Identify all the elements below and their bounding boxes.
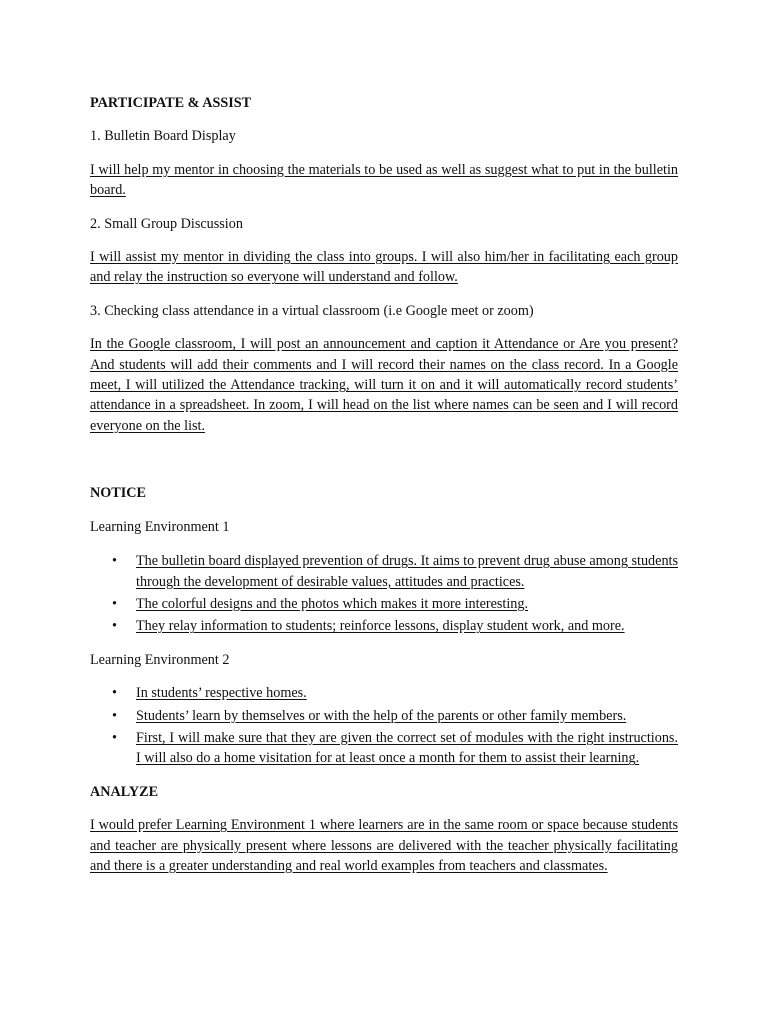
bullet-icon: • [112,595,117,612]
item1-title: 1. Bulletin Board Display [90,128,236,145]
list-item [90,728,678,769]
list-item-text: The bulletin board displayed prevention of drugs. It aims to prevent drug abuse among students through the development of desirable values, attitudes and practices. [136,553,678,590]
item3-text: In the Google classroom, I will post an announcement and caption it Attendance or Are you present? And students will add their comments and I will record their names on the class record. In a Google meet, I will utilized the Attendance tracking, will turn it on and it will automatically record students’ attendance in a spreadsheet. In zoom, I will head on the list where names can be seen and I will record everyone on the list. [90,336,678,434]
list-item-text: They relay information to students; reinforce lessons, display student work, and more. [136,618,625,635]
list-item [90,551,678,592]
notice-heading: NOTICE [90,485,146,502]
list-item [90,616,678,636]
bullet-icon: • [112,618,117,635]
analyze-text: I would prefer Learning Environment 1 where learners are in the same room or space because students and teacher are physically present where lessons are delivered with the teacher physically facilitating and there is a greater understanding and real world examples from teachers and classmates. [90,817,678,874]
bullet-icon: • [112,707,117,724]
analyze-heading: ANALYZE [90,783,159,800]
env2-title: Learning Environment 2 [90,651,230,668]
item2-text: I will assist my mentor in dividing the class into groups. I will also him/her in facilitating each group and relay the instruction so everyone will understand and follow. [90,249,678,286]
list-item-text: First, I will make sure that they are given the correct set of modules with the right instructions. I will also do a home visitation for at least once a month for them to assist their learning. [136,729,678,767]
item1-text: I will help my mentor in choosing the materials to be used as well as suggest what to put in the bulletin board. [90,161,678,199]
list-item-text: The colorful designs and the photos which makes it more interesting. [136,595,529,612]
list-item [90,594,678,614]
env1-title: Learning Environment 1 [90,518,230,535]
bullet-icon: • [112,685,117,702]
env2-list [90,683,678,769]
bullet-icon: • [112,553,117,570]
list-item-text: In students’ respective homes. [136,685,307,702]
list-item-text: Students’ learn by themselves or with the help of the parents or other family members. [136,707,627,724]
bullet-icon: • [112,729,117,746]
list-item [90,706,678,726]
env1-list [90,551,678,637]
participate-heading: PARTICIPATE & ASSIST [90,95,252,111]
item2-title: 2. Small Group Discussion [90,215,243,232]
item3-title: 3. Checking class attendance in a virtual classroom (i.e Google meet or zoom) [90,302,534,319]
list-item [90,683,678,703]
